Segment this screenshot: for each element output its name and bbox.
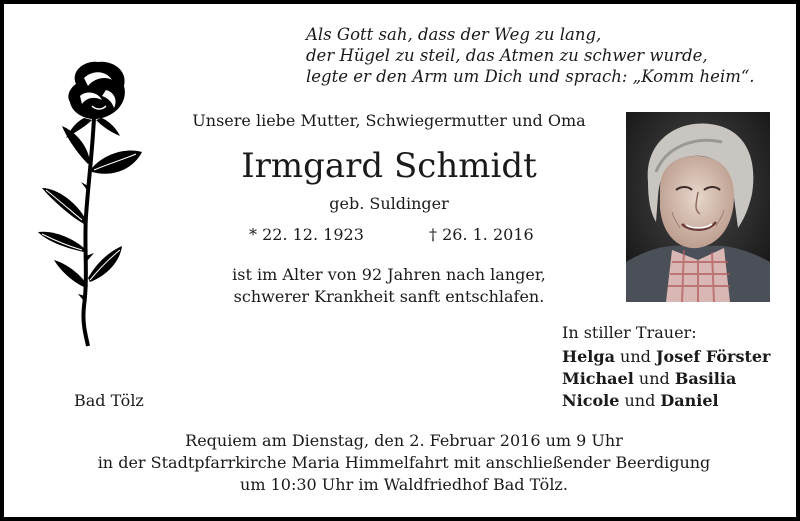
service-line: in der Stadtpfarrkirche Maria Himmelfahrt mit anschließender Beerdigung: [97, 453, 711, 472]
mourner-conjunction: und: [619, 391, 661, 410]
portrait-photo: [626, 112, 770, 302]
maiden-name: geb. Suldinger: [329, 194, 449, 213]
mourner-name: Basilia: [674, 369, 737, 388]
intro-text: Unsere liebe Mutter, Schwiegermutter und Oma: [192, 111, 586, 130]
mourner-name: Josef Förster: [655, 347, 771, 366]
service-line: Requiem am Dienstag, den 2. Februar 2016 um 9 Uhr: [185, 431, 623, 450]
mourners-heading: In stiller Trauer:: [562, 323, 697, 342]
mourner-row: [562, 346, 770, 368]
mourner-conjunction: und: [614, 347, 656, 366]
birth-date: * 22. 12. 1923: [249, 225, 364, 244]
deceased-name: Irmgard Schmidt: [241, 146, 537, 186]
service-line: um 10:30 Uhr im Waldfriedhof Bad Tölz.: [240, 475, 568, 494]
age-text: [164, 264, 614, 308]
poem-line: legte er den Arm um Dich und sprach: „Komm heim“.: [306, 67, 755, 86]
rose-icon: [36, 56, 148, 348]
service-info: [44, 430, 764, 496]
age-line: ist im Alter von 92 Jahren nach langer,: [232, 265, 546, 284]
mourner-conjunction: und: [633, 369, 675, 388]
place-name: Bad Tölz: [74, 391, 144, 410]
mourner-name: Michael: [562, 369, 634, 388]
poem-line: Als Gott sah, dass der Weg zu lang,: [306, 25, 602, 44]
mourners-list: [562, 346, 770, 412]
mourner-name: Daniel: [660, 391, 719, 410]
poem-line: der Hügel zu steil, das Atmen zu schwer wurde,: [306, 46, 708, 65]
mourner-row: [562, 390, 770, 412]
death-date: † 26. 1. 2016: [429, 225, 534, 244]
mourner-row: [562, 368, 770, 390]
age-line: schwerer Krankheit sanft entschlafen.: [233, 287, 545, 306]
mourner-name: Helga: [562, 347, 615, 366]
mourner-name: Nicole: [562, 391, 620, 410]
poem: [306, 24, 776, 87]
